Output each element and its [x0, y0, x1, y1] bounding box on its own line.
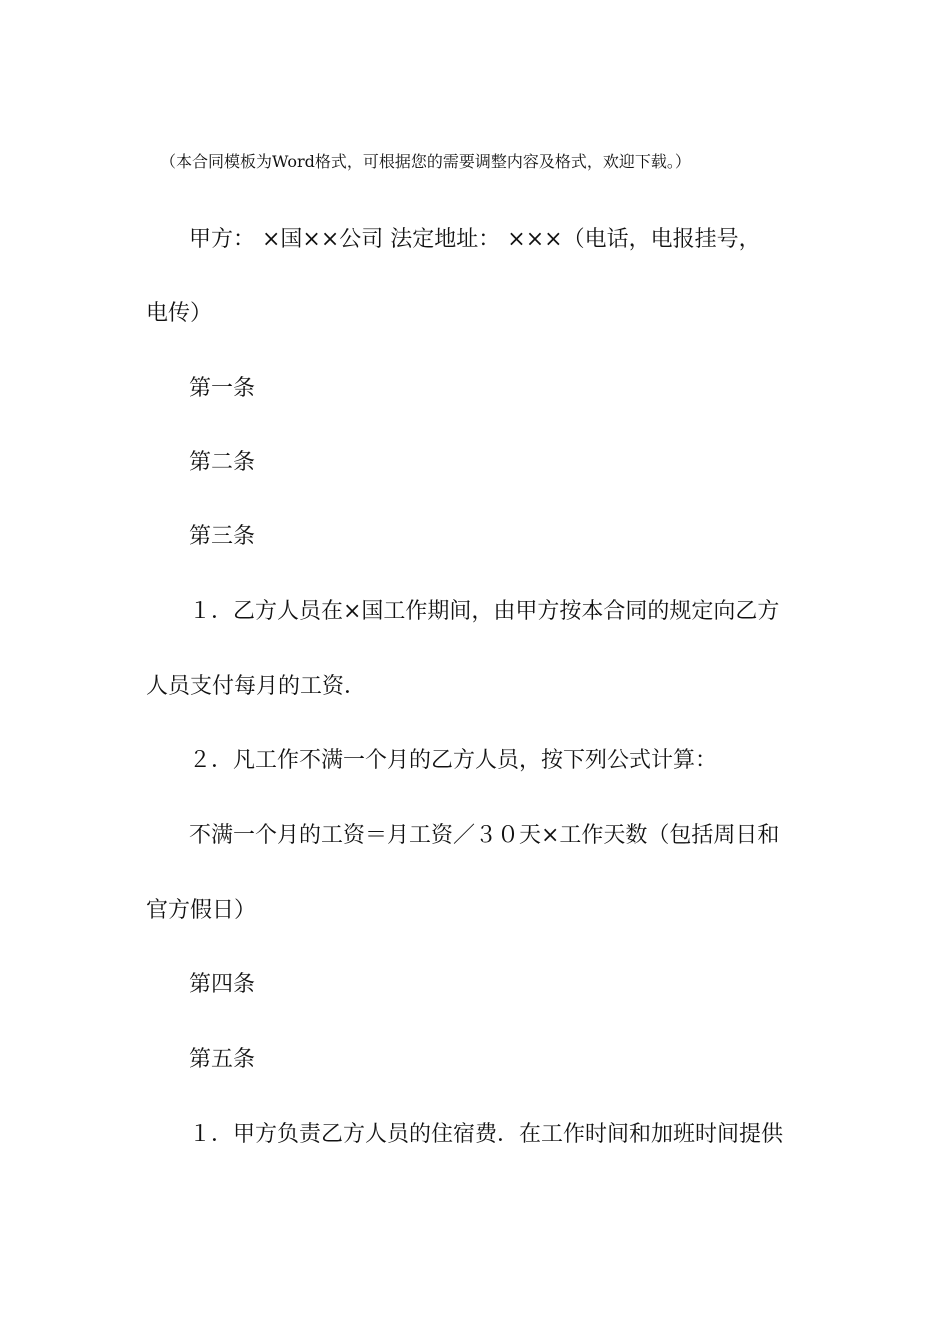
article-2-heading: 第二条	[189, 450, 256, 475]
party-a-line-1: 甲方： ×国××公司 法定地址： ×××（电话，电报挂号，	[189, 227, 761, 252]
article-5-heading: 第五条	[189, 1047, 256, 1072]
article-3-heading: 第三条	[189, 524, 256, 549]
article-4-heading: 第四条	[189, 972, 256, 997]
article-3-item-1-line-1: １．乙方人员在×国工作期间，由甲方按本合同的规定向乙方	[189, 599, 780, 624]
article-1-heading: 第一条	[189, 376, 256, 401]
party-a-line-2: 电传）	[146, 301, 213, 326]
formula-line-2: 官方假日）	[146, 898, 257, 923]
article-3-item-2: ２．凡工作不满一个月的乙方人员，按下列公式计算：	[189, 748, 718, 773]
article-3-item-1-line-2: 人员支付每月的工资．	[146, 674, 367, 699]
article-5-item-1-line-1: １．甲方负责乙方人员的住宿费．在工作时间和加班时间提供	[189, 1122, 784, 1147]
template-note: （本合同模板为Word格式，可根据您的需要调整内容及格式，欢迎下载。）	[160, 152, 691, 171]
formula-line-1: 不满一个月的工资＝月工资／３０天×工作天数（包括周日和	[189, 823, 780, 848]
